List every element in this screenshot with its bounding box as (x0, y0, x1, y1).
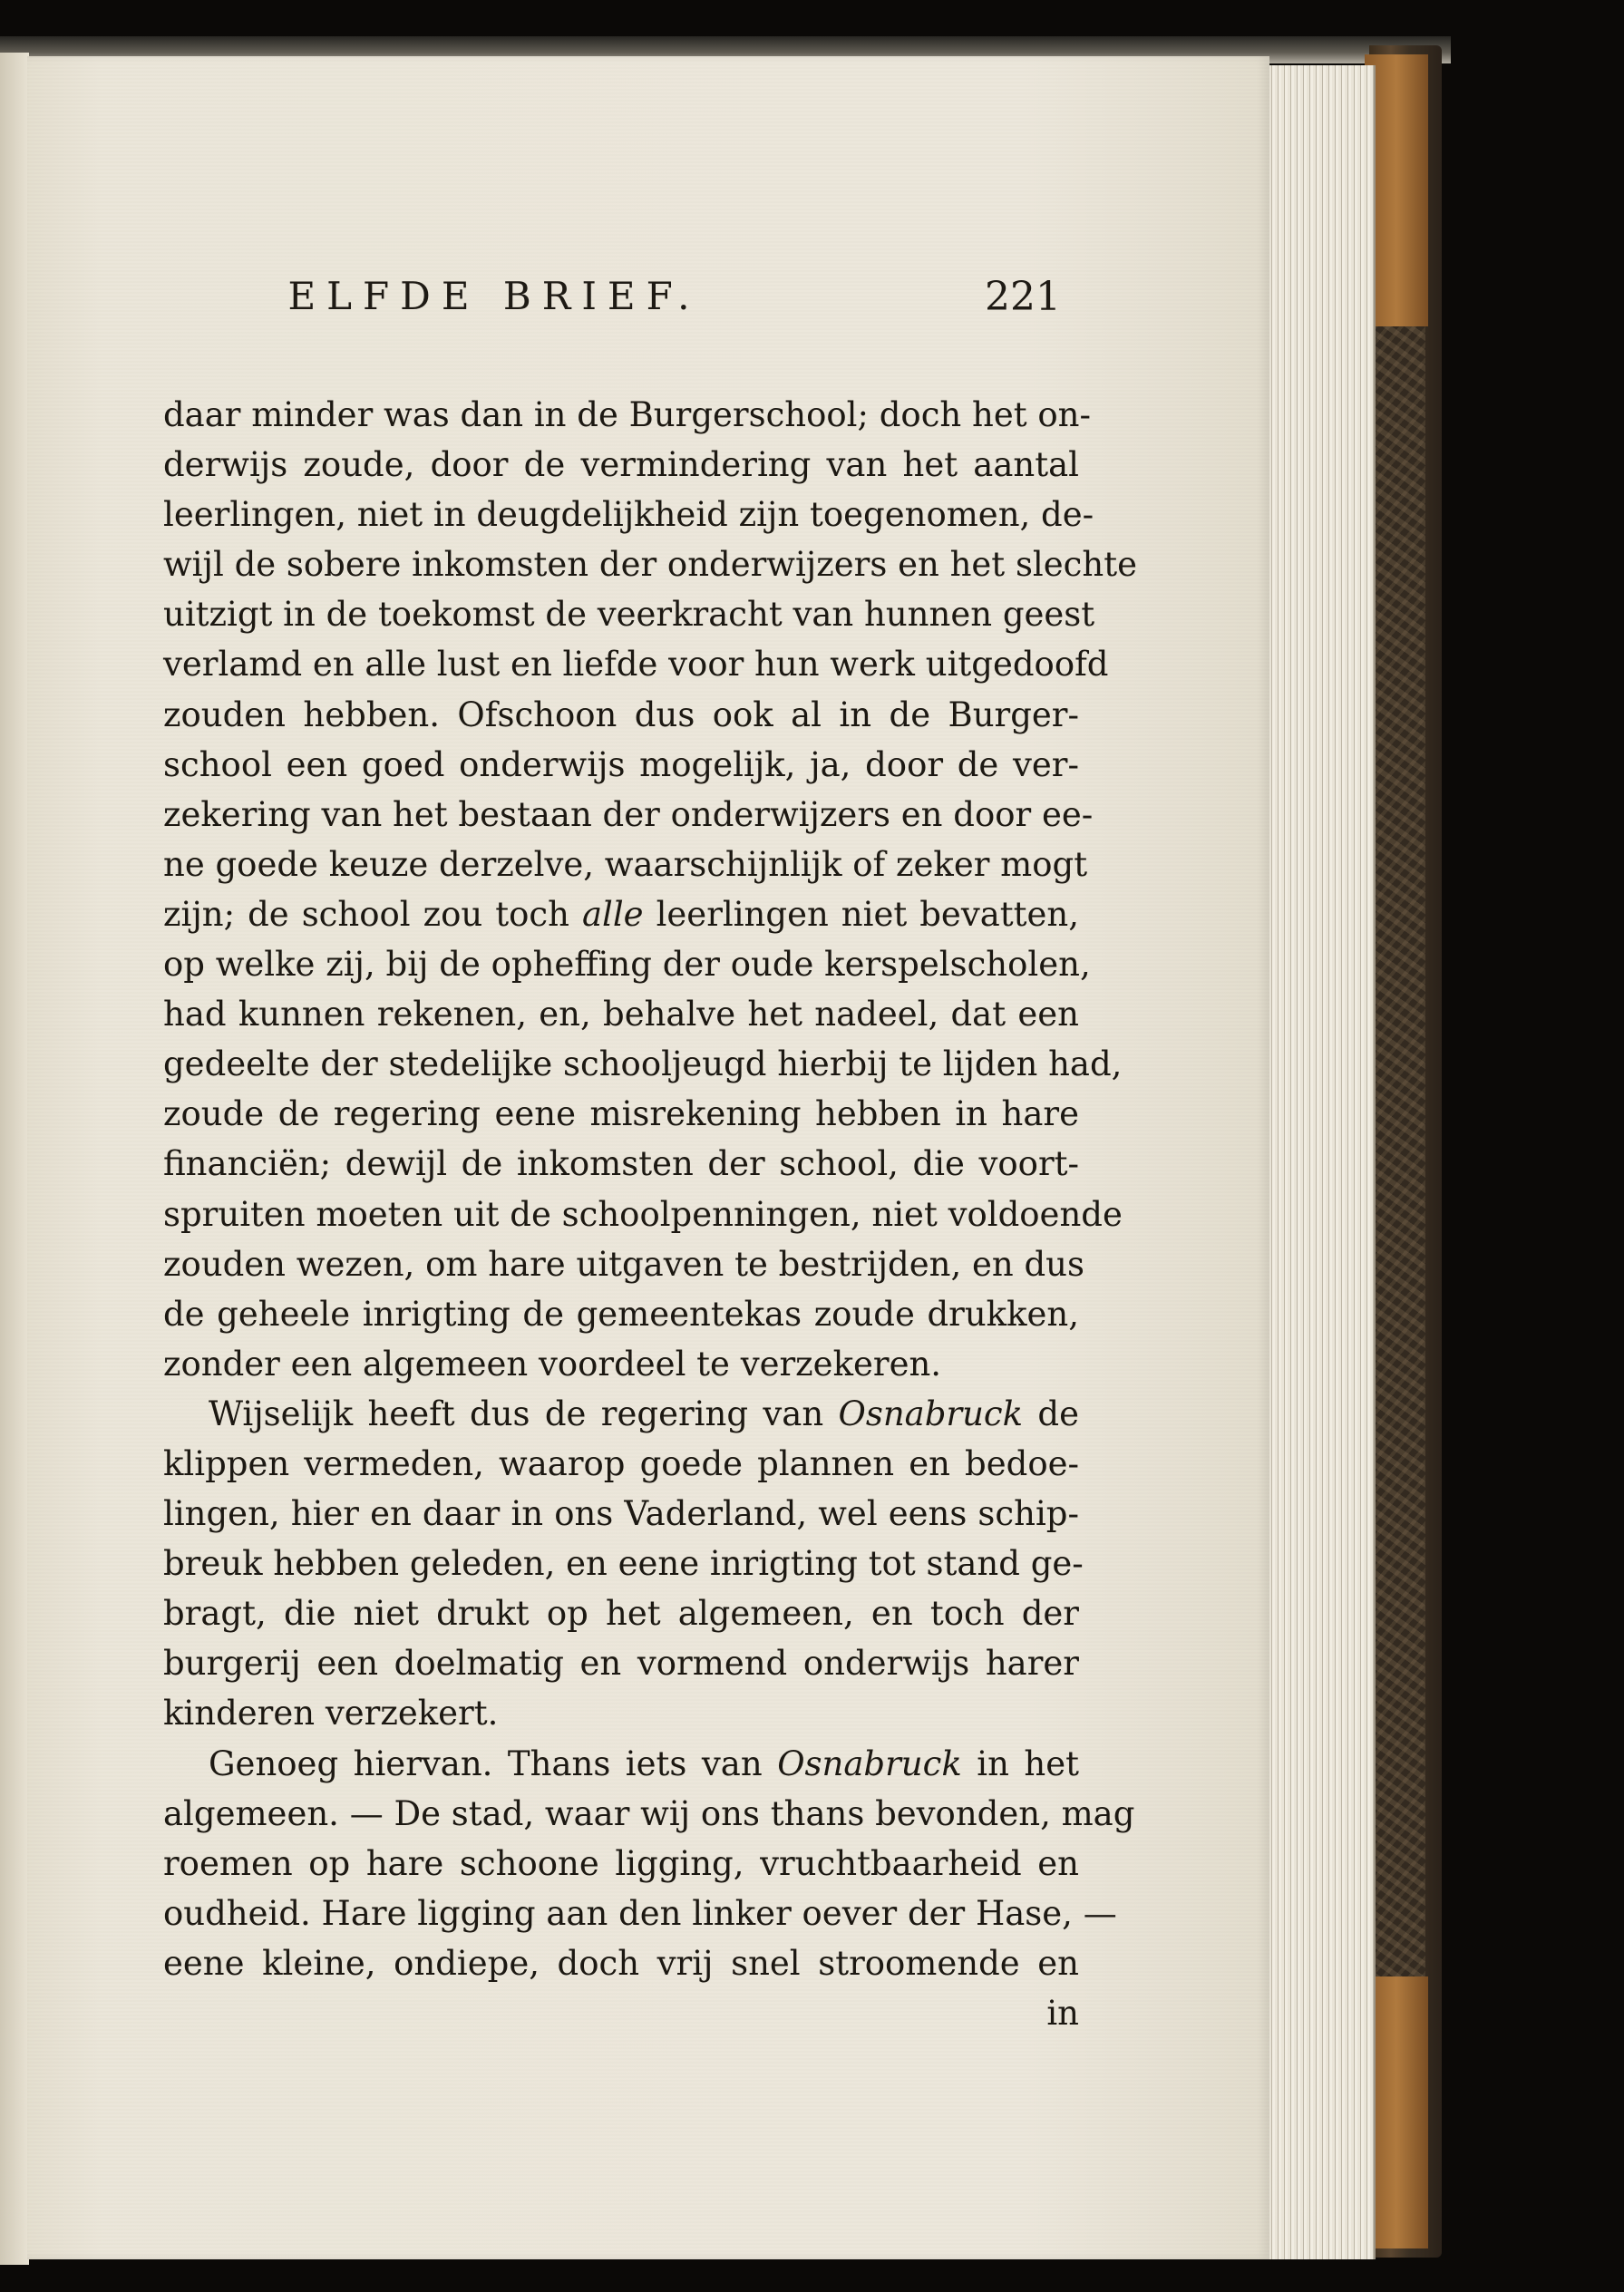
text-line: zonder een algemeen voordeel te verzekeren. (163, 1344, 942, 1384)
text-line: op welke zij, bij de opheffing der oude kerspelscholen, (163, 945, 1091, 985)
text-line: zouden wezen, om hare uitgaven te bestrijden, en dus (163, 1244, 1084, 1284)
text-line: bragt, die niet drukt op het algemeen, en toch der (163, 1594, 1079, 1634)
text-segment: de (1023, 1394, 1079, 1433)
text-line: uitzigt in de toekomst de veerkracht van hunnen geest (163, 595, 1095, 635)
text-segment: leerlingen niet bevatten, (643, 894, 1080, 934)
italic-name: alle (581, 894, 644, 934)
text-line: oudheid. Hare ligging aan den linker oever der Hase, — (163, 1893, 1117, 1933)
running-title: ELFDE BRIEF. (287, 274, 701, 318)
text-line: eene kleine, ondiepe, doch vrij snel stroomende en (163, 1943, 1079, 1983)
text-line: in (1046, 1994, 1079, 2033)
text-line (163, 1389, 1079, 1439)
text-line: zekering van het bestaan der onderwijzers en door ee- (163, 794, 1094, 834)
facing-page-edge (0, 53, 29, 2265)
page-header (163, 247, 1061, 328)
italic-name: Osnabruck (777, 1743, 962, 1783)
text-line (163, 889, 1079, 939)
text-line: leerlingen, niet in deugdelijkheid zijn toegenomen, de- (163, 495, 1094, 535)
text-line: gedeelte der stedelijke schooljeugd hierbij te lijden had, (163, 1044, 1123, 1084)
text-line: breuk hebben geleden, en eene inrigting tot stand ge- (163, 1544, 1084, 1584)
text-segment: Wijselijk heeft dus de regering van (209, 1394, 839, 1433)
text-line: klippen vermeden, waarop goede plannen en bedoe- (163, 1443, 1079, 1483)
text-line: algemeen. — De stad, waar wij ons thans bevonden, mag (163, 1793, 1135, 1833)
book-page (27, 56, 1269, 2259)
text-segment: Genoeg hiervan. Thans iets van (209, 1743, 778, 1783)
text-line: roemen op hare schoone ligging, vruchtbaarheid en (163, 1843, 1079, 1883)
text-line: zoude de regering eene misrekening hebben in hare (163, 1094, 1079, 1134)
text-line: spruiten moeten uit de schoolpenningen, niet voldoende (163, 1194, 1123, 1234)
text-line: ne goede keuze derzelve, waarschijnlijk of zeker mogt (163, 844, 1088, 884)
text-line: zouden hebben. Ofschoon dus ook al in de Burger- (163, 694, 1079, 734)
text-line: daar minder was dan in de Burgerschool; doch het on- (163, 395, 1091, 434)
body-text (163, 390, 1137, 2038)
text-line: burgerij een doelmatig en vormend onderwijs harer (163, 1644, 1079, 1684)
text-line: derwijs zoude, door de vermindering van het aantal (163, 445, 1079, 485)
text-line: de geheele inrigting de gemeentekas zoude drukken, (163, 1294, 1079, 1334)
text-line: wijl de sobere inkomsten der onderwijzers en het slechte (163, 545, 1137, 585)
text-line: had kunnen rekenen, en, behalve het nadeel, dat een (163, 995, 1079, 1034)
text-line: lingen, hier en daar in ons Vaderland, wel eens schip- (163, 1494, 1079, 1534)
text-segment: zijn; de school zou toch (163, 894, 582, 934)
italic-name: Osnabruck (838, 1394, 1024, 1433)
page-number: 221 (985, 274, 1061, 320)
text-line: financiën; dewijl de inkomsten der school, die voort- (163, 1144, 1079, 1184)
page-edges (1256, 65, 1376, 2259)
binding-marbled-board (1371, 326, 1425, 1976)
text-line: school een goed onderwijs mogelijk, ja, door de ver- (163, 744, 1079, 784)
text-line: kinderen verzekert. (163, 1694, 499, 1734)
text-line: verlamd en alle lust en liefde voor hun werk uitgedoofd (163, 645, 1109, 685)
text-segment: in het (961, 1743, 1079, 1783)
text-line (163, 1739, 1079, 1789)
